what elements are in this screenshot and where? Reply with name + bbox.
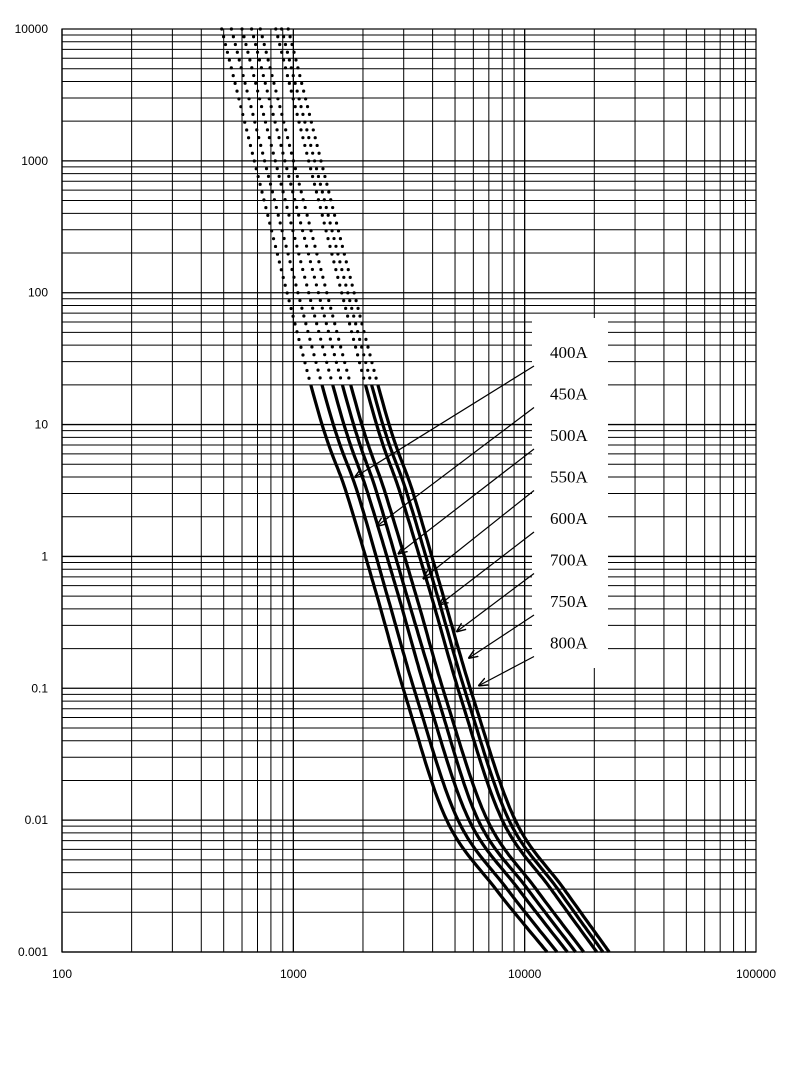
- legend-leader-550A: [423, 491, 534, 579]
- series-750A-dotted-segment: [282, 29, 372, 385]
- y-tick-label: 0.001: [17, 945, 48, 959]
- major-grid: [62, 29, 756, 952]
- plot-frame: [62, 29, 756, 952]
- y-tick-label: 10: [34, 417, 48, 432]
- y-axis-tick-labels: [15, 22, 49, 959]
- y-tick-label: 1000: [21, 153, 48, 168]
- y-tick-label: 10000: [14, 22, 48, 36]
- x-tick-label: 10000: [507, 967, 542, 981]
- legend-leader-800A: [479, 657, 534, 686]
- series-800A-dotted-segment: [288, 29, 378, 385]
- legend-label-600A: 600A: [550, 509, 588, 528]
- legend-layer: [355, 318, 608, 685]
- series-450A-line: [322, 385, 557, 952]
- series-450A-dotted-segment: [231, 29, 322, 385]
- minor-grid: [62, 29, 756, 952]
- x-tick-label: 100000: [735, 967, 777, 981]
- y-tick-label: 0.1: [31, 681, 48, 696]
- legend-label-500A: 500A: [550, 426, 588, 445]
- legend-label-800A: 800A: [550, 633, 588, 653]
- y-tick-label: 0.01: [24, 813, 48, 828]
- legend-label-700A: 700A: [550, 550, 588, 570]
- y-tick-label: 1: [41, 549, 48, 564]
- series-700A-dotted-segment: [276, 29, 366, 385]
- y-tick-label: 100: [27, 285, 48, 300]
- x-tick-label: 100: [51, 967, 73, 981]
- legend-label-550A: 550A: [550, 467, 588, 487]
- legend-label-400A: 400A: [550, 343, 588, 362]
- series-600A-dotted-segment: [260, 29, 350, 385]
- legend-label-450A: 450A: [550, 384, 588, 404]
- legend-label-750A: 750A: [550, 592, 588, 611]
- legend-leader-600A: [439, 532, 534, 605]
- x-axis-tick-labels: [52, 967, 776, 981]
- x-tick-label: 1000: [279, 967, 307, 981]
- legend-box: [532, 318, 608, 668]
